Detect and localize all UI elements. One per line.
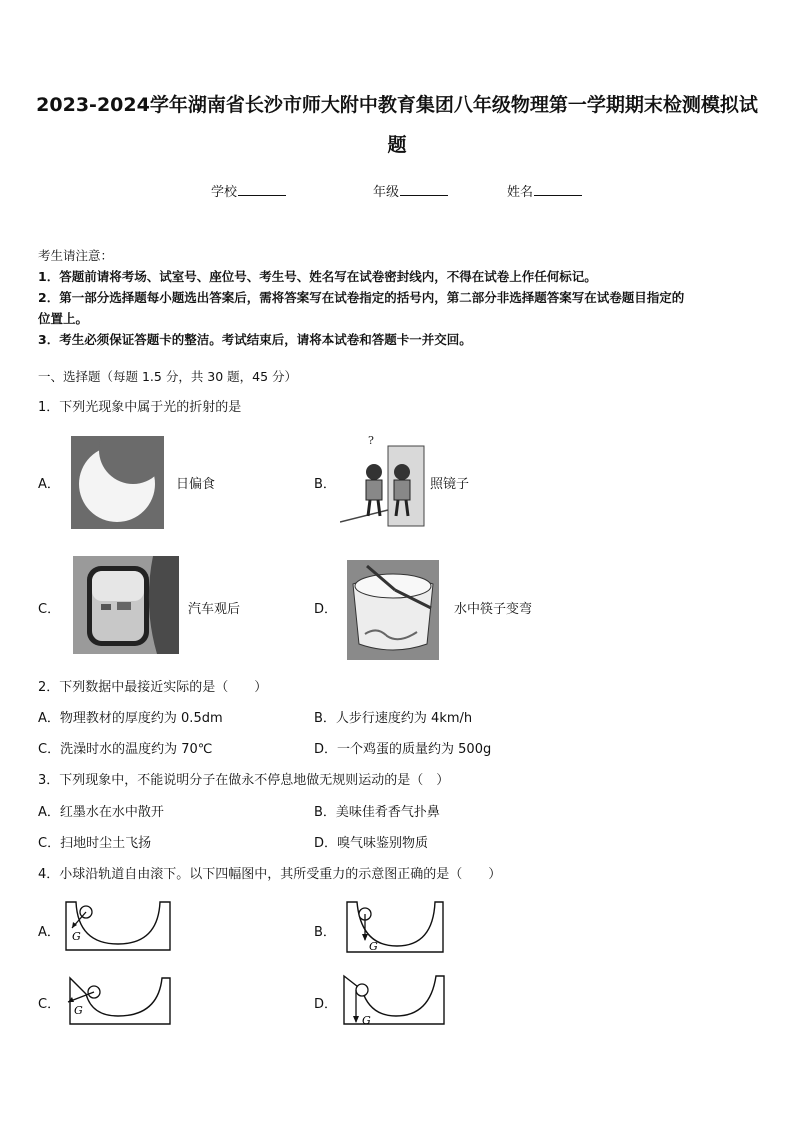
- page-title: 2023-2024学年湖南省长沙市师大附中教育集团八年级物理第一学期期末检测模拟试: [36, 94, 758, 116]
- question-stem: 3．下列现象中，不能说明分子在做永不停息地做无规则运动的是（ ）: [38, 773, 450, 788]
- question-stem: 4．小球沿轨道自由滚下。以下四幅图中，其所受重力的示意图正确的是（ ）: [38, 867, 502, 882]
- track-diagram-b: [343, 898, 447, 958]
- question-stem: 2．下列数据中最接近实际的是（ ）: [38, 680, 268, 695]
- mirror-image: [340, 432, 426, 528]
- school-field[interactable]: [211, 181, 286, 200]
- option-item[interactable]: [314, 707, 472, 726]
- grade-label: 年级: [373, 185, 400, 200]
- school-blank[interactable]: [238, 183, 286, 196]
- option-item[interactable]: [314, 801, 440, 820]
- track-diagram-a: [62, 898, 174, 954]
- option-letter[interactable]: D．: [314, 997, 338, 1012]
- option-letter: D．: [314, 742, 338, 757]
- option-letter[interactable]: A．: [38, 477, 60, 492]
- section-heading: 一、选择题（每题 1.5 分，共 30 题，45 分）: [38, 369, 298, 384]
- option-text: 汽车观后: [188, 602, 241, 617]
- grade-field[interactable]: [373, 181, 448, 200]
- school-label: 学校: [211, 185, 238, 200]
- page-title-continued: 题: [387, 134, 407, 156]
- option-text: 日偏食: [176, 477, 216, 492]
- option-item[interactable]: [314, 832, 428, 851]
- bent-chopstick-image: [347, 560, 439, 660]
- option-letter[interactable]: C．: [38, 997, 61, 1012]
- option-letter: B．: [314, 805, 336, 820]
- force-label: G: [369, 940, 378, 953]
- option-letter: C．: [38, 836, 61, 851]
- grade-blank[interactable]: [400, 183, 448, 196]
- option-item[interactable]: [38, 801, 164, 820]
- name-field[interactable]: [507, 181, 582, 200]
- option-item[interactable]: [314, 738, 491, 757]
- option-letter[interactable]: A．: [38, 925, 60, 940]
- exam-notes: [38, 245, 763, 350]
- option-letter[interactable]: B．: [314, 477, 336, 492]
- option-letter: A．: [38, 711, 60, 726]
- option-text: 扫地时尘土飞扬: [60, 836, 152, 851]
- notes-heading: 考生请注意：: [38, 248, 114, 263]
- solar-eclipse-image: [71, 436, 164, 529]
- option-item[interactable]: [38, 707, 223, 726]
- note-item: 位置上。: [38, 311, 89, 326]
- track-diagram-c: [62, 972, 174, 1028]
- rearview-mirror-image: [73, 556, 179, 654]
- option-letter[interactable]: D．: [314, 602, 338, 617]
- option-text: 水中筷子变弯: [454, 602, 533, 617]
- track-diagram-d: [340, 970, 448, 1030]
- option-letter: A．: [38, 805, 60, 820]
- force-label: G: [74, 1004, 83, 1017]
- option-text: 照镜子: [430, 477, 470, 492]
- option-letter: B．: [314, 711, 336, 726]
- option-item[interactable]: [38, 832, 151, 851]
- option-letter: D．: [314, 836, 338, 851]
- option-text: 物理教材的厚度约为 0.5dm: [59, 711, 223, 726]
- name-label: 姓名: [507, 185, 534, 200]
- question-stem: 1．下列光现象中属于光的折射的是: [38, 400, 242, 415]
- option-text: 红墨水在水中散开: [59, 805, 164, 820]
- note-item: 3．考生必须保证答题卡的整洁。考试结束后，请将本试卷和答题卡一并交回。: [38, 332, 472, 347]
- svg-text:?: ?: [368, 434, 374, 447]
- name-blank[interactable]: [534, 183, 582, 196]
- option-letter[interactable]: C．: [38, 602, 61, 617]
- force-label: G: [362, 1014, 371, 1027]
- option-letter[interactable]: B．: [314, 925, 336, 940]
- option-text: 洗澡时水的温度约为 70℃: [60, 742, 213, 757]
- option-text: 嗅气味鉴别物质: [337, 836, 429, 851]
- force-label: G: [72, 930, 81, 943]
- option-letter: C．: [38, 742, 61, 757]
- option-item[interactable]: [38, 738, 212, 757]
- option-text: 人步行速度约为 4km/h: [335, 711, 473, 726]
- option-text: 一个鸡蛋的质量约为 500g: [337, 742, 492, 757]
- note-item: 2．第一部分选择题每小题选出答案后，需将答案写在试卷指定的括号内，第二部分非选择题答案写在试卷题目指定的: [38, 290, 685, 305]
- option-text: 美味佳肴香气扑鼻: [335, 805, 440, 820]
- note-item: 1．答题前请将考场、试室号、座位号、考生号、姓名写在试卷密封线内，不得在试卷上作任何标记。: [38, 269, 597, 284]
